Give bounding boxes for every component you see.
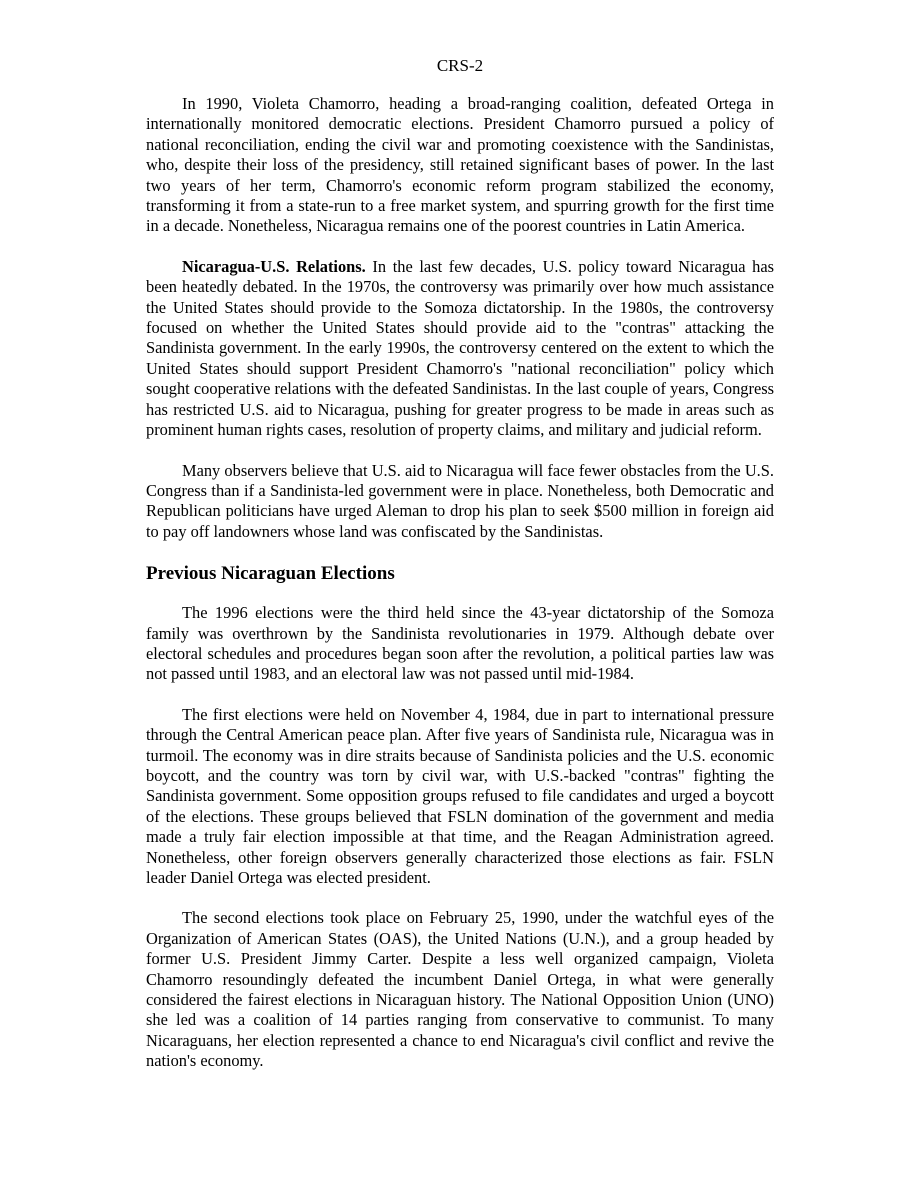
paragraph-1996-elections: The 1996 elections were the third held since the 43-year dictatorship of the Somoza family was overthrown by the Sandinista revolutionaries in 1979. Although debate over electoral schedules and procedures began soon after the revolution, a political parties law was not passed until 1983, and an electoral law was not passed until mid-1984. [146, 603, 774, 684]
section-heading-previous-elections: Previous Nicaraguan Elections [146, 563, 395, 585]
paragraph-us-aid-outlook: Many observers believe that U.S. aid to Nicaragua will face fewer obstacles from the U.S. Congress than if a Sandinista-led government were in place. Nonetheless, both Democratic and Republican politicians have urged Aleman to drop his plan to seek $500 million in foreign aid to pay off landowners whose land was confiscated by the Sandinistas. [146, 460, 774, 541]
document-page [146, 0, 774, 1092]
paragraph-chamorro-1990: In 1990, Violeta Chamorro, heading a broad-ranging coalition, defeated Ortega in internationally monitored democratic elections. President Chamorro pursued a policy of national reconciliation, ending the civil war and promoting coexistence with the Sandinistas, who, despite their loss of the presidency, still retained significant bases of power. In the last two years of her term, Chamorro's economic reform program stabilized the economy, transforming it from a state-run to a free market system, and spurring growth for the first time in a decade. Nonetheless, Nicaragua remains one of the poorest countries in Latin America. [146, 94, 774, 236]
page-number-header: CRS-2 [436, 56, 484, 75]
paragraph-1984-elections: The first elections were held on November 4, 1984, due in part to international pressure through the Central American peace plan. After five years of Sandinista rule, Nicaragua was in turmoil. The economy was in dire straits because of Sandinista policies and the U.S. economic boycott, and the country was torn by civil war, with U.S.-backed "contras" fighting the Sandinista government. Some opposition groups refused to file candidates and urged a boycott of the elections. These groups believed that FSLN domination of the government and media made a truly fair election impossible at that time, and the Reagan Administration agreed. Nonetheless, other foreign observers generally characterized those elections as fair. FSLN leader Daniel Ortega was elected president. [146, 704, 774, 887]
run-in-heading-us-relations: Nicaragua-U.S. Relations. [182, 256, 366, 276]
paragraph-us-relations [146, 257, 774, 441]
paragraph-1990-elections: The second elections took place on February 25, 1990, under the watchful eyes of the Organization of American States (OAS), the United Nations (U.N.), and a group headed by former U.S. President Jimmy Carter. Despite a less well organized campaign, Violeta Chamorro resoundingly defeated the incumbent Daniel Ortega, in what were generally considered the fairest elections in Nicaraguan history. The National Opposition Union (UNO) she led was a coalition of 14 parties ranging from conservative to communist. To many Nicaraguans, her election represented a chance to end Nicaragua's civil conflict and revive the nation's economy. [146, 908, 774, 1071]
paragraph-us-relations-body: In the last few decades, U.S. policy toward Nicaragua has been heatedly debated. In the 1970s, the controversy was primarily over how much assistance the United States should provide to the Somoza dictatorship. In the 1980s, the controversy focused on whether the United States should provide aid to the "contras" attacking the Sandinista government. In the early 1990s, the controversy centered on the extent to which the United States should support President Chamorro's "national reconciliation" policy which sought cooperative relations with the defeated Sandinistas. In the last couple of years, Congress has restricted U.S. aid to Nicaragua, pushing for greater progress to be made in areas such as prominent human rights cases, resolution of property claims, and military and judicial reform. [146, 256, 774, 440]
